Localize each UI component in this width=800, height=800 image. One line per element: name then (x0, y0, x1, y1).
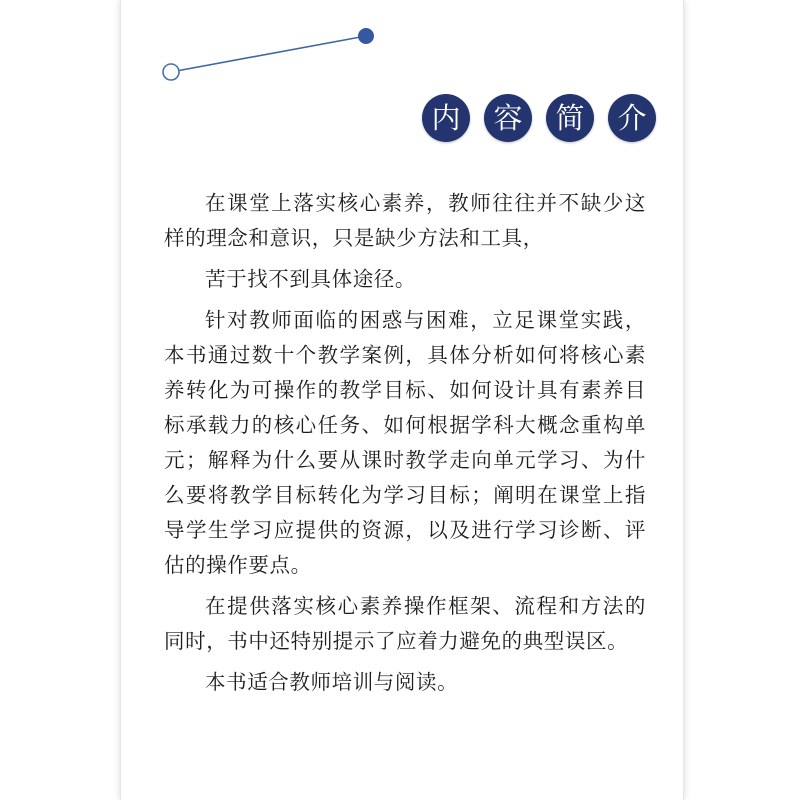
paragraph-3: 针对教师面临的困惑与困难，立足课堂实践，本书通过数十个教学案例，具体分析如何将核心素养转化为可操作的教学目标、如何设计具有素养目标承载力的核心任务、如何根据学科大概念重构单元；解释为什么要从课时教学走向单元学习、为什么要将教学目标转化为学习目标；阐明在课堂上指导学生学习应提供的资源，以及进行学习诊断、评估的操作要点。 (164, 308, 646, 577)
paragraph-5: 本书适合教师培训与阅读。 (205, 670, 459, 694)
title-char: 介 (608, 94, 656, 142)
paragraph-4: 在提供落实核心素养操作框架、流程和方法的同时，书中还特别提示了应着力避免的典型误区。 (164, 594, 646, 653)
title-char: 容 (484, 94, 532, 142)
title-char: 内 (422, 94, 470, 142)
title-char: 简 (546, 94, 594, 142)
paragraph-1: 在课堂上落实核心素养，教师往往并不缺少这样的理念和意识，只是缺少方法和工具， (164, 191, 646, 250)
section-title (422, 94, 656, 142)
intro-body (164, 186, 646, 706)
paragraph-2: 苦于找不到具体途径。 (205, 267, 416, 291)
